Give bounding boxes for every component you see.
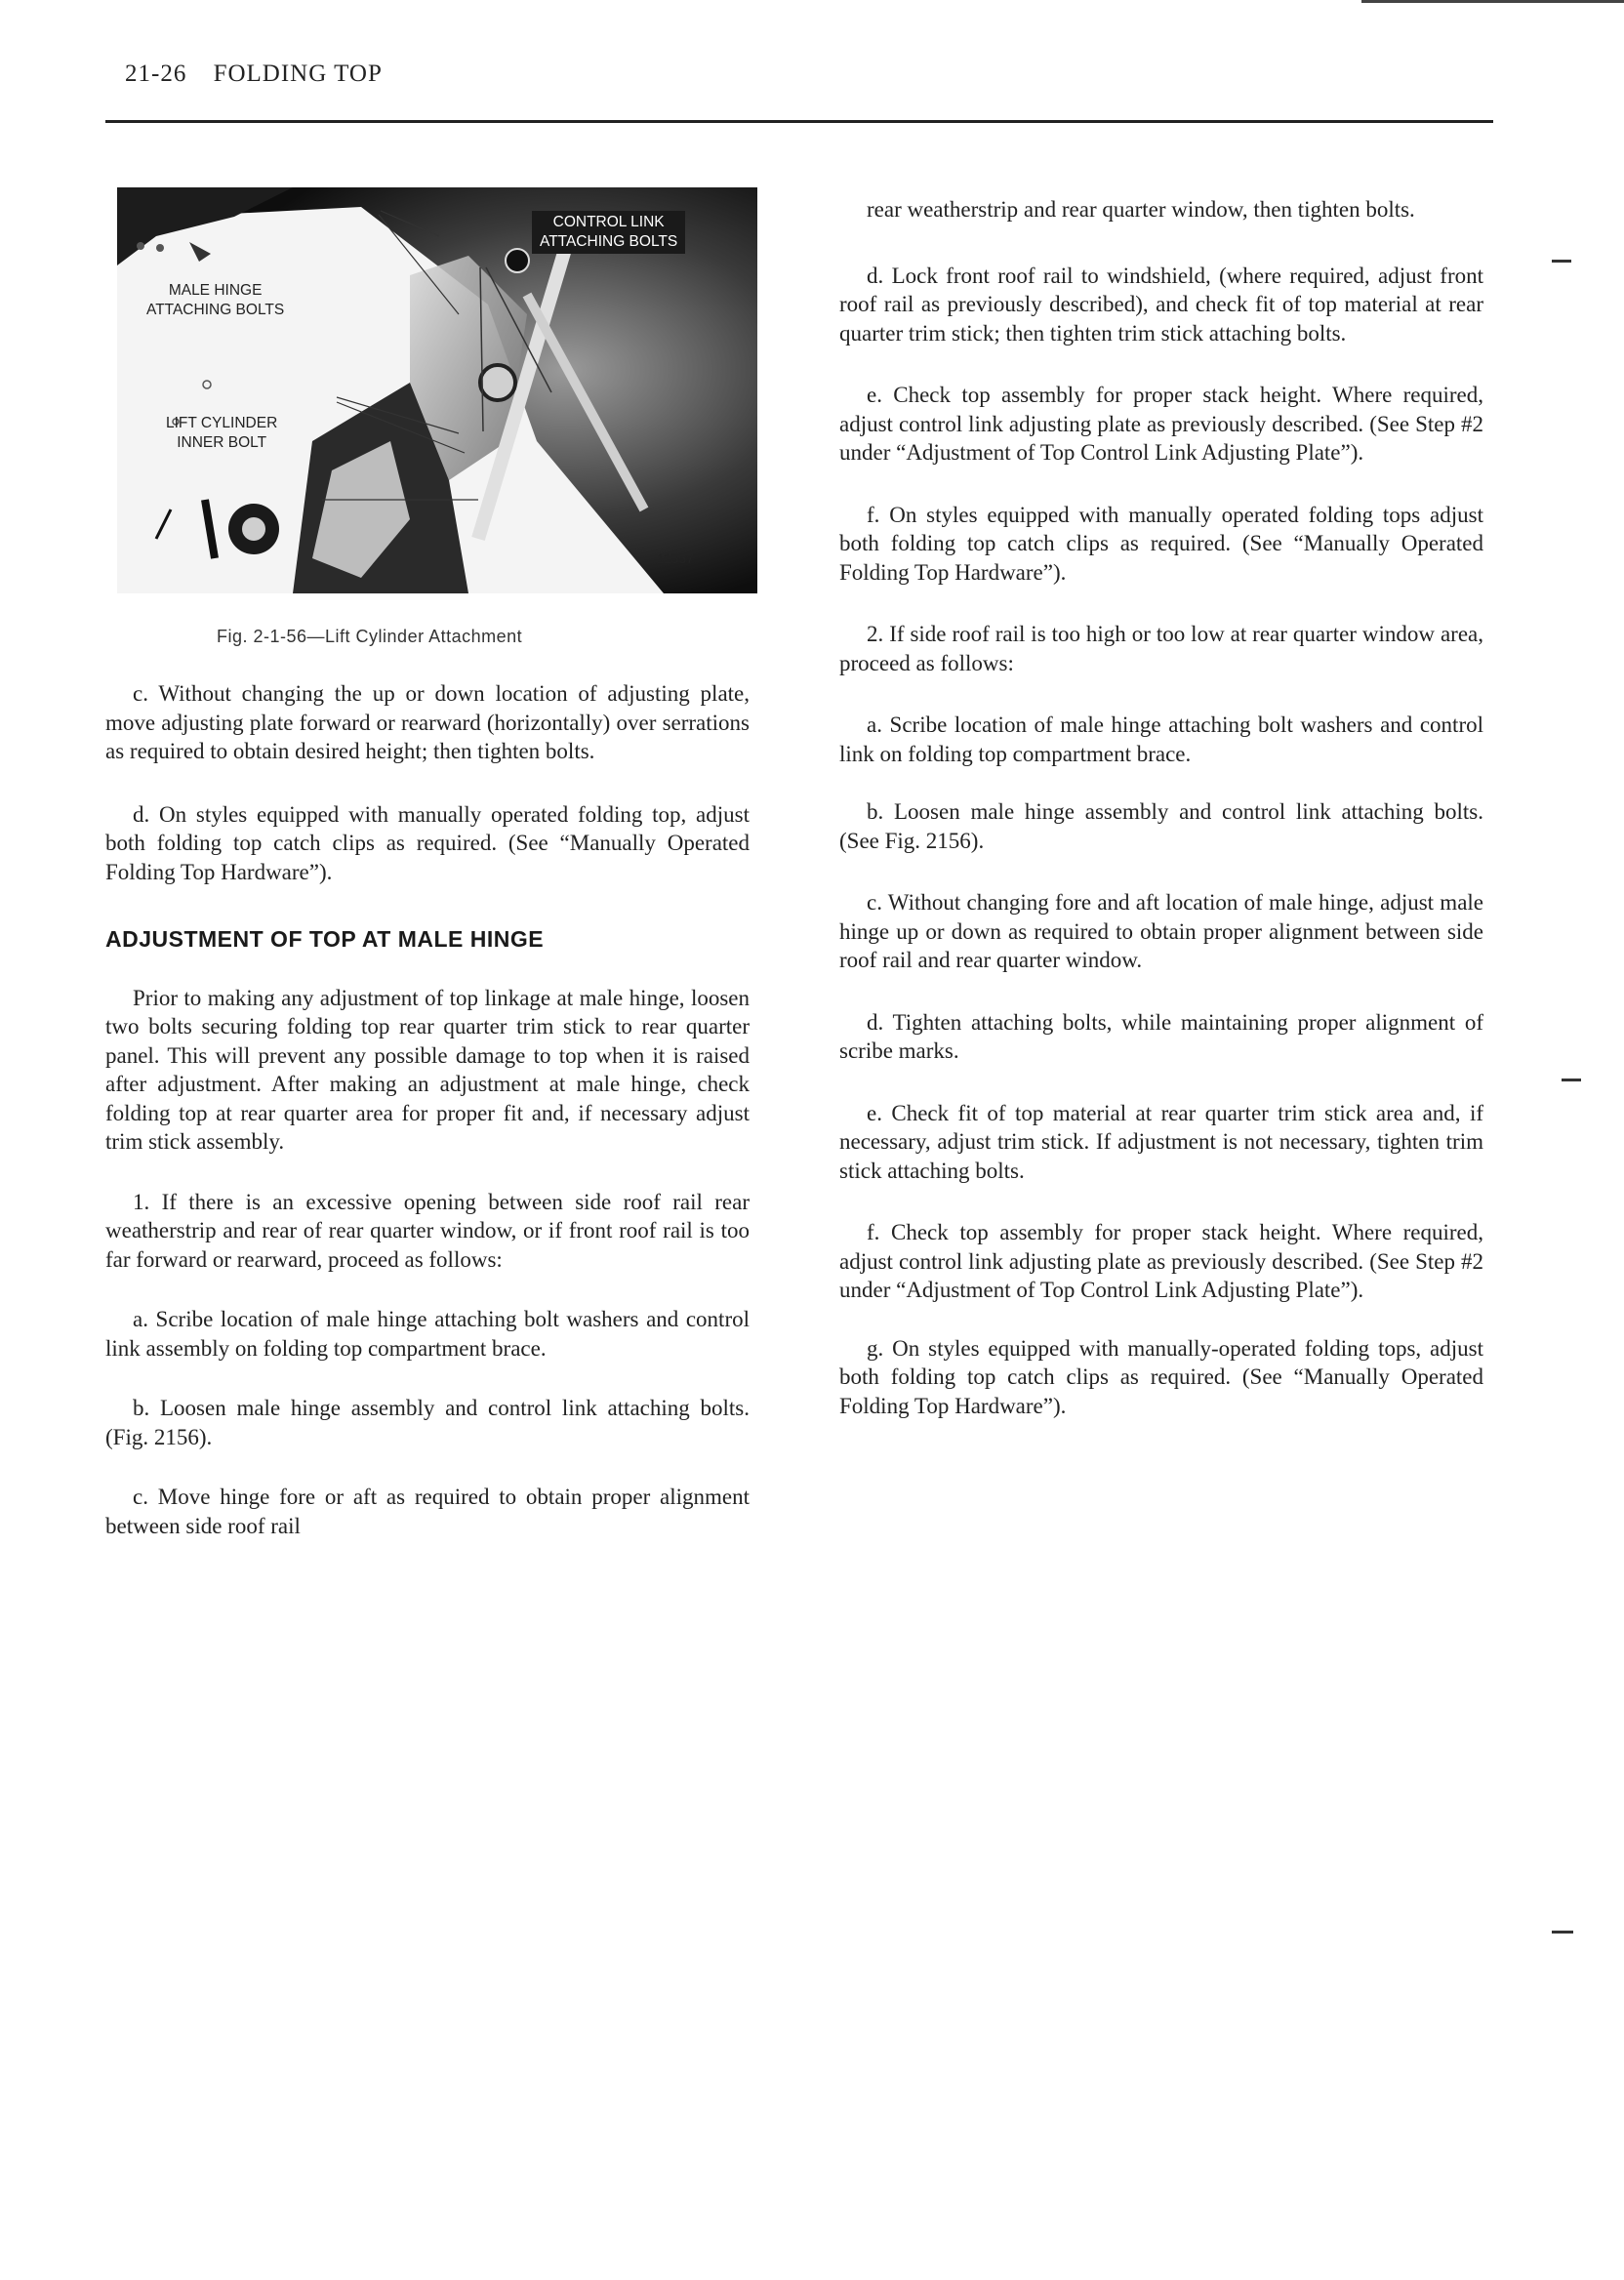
right-paragraph: f. On styles equipped with manually operated folding tops adjust both folding top catch clips as required. (See “Manually Operated Folding Top Hardware”). [839, 502, 1483, 585]
callout-male-hinge [146, 281, 284, 320]
right-paragraph: e. Check fit of top material at rear quarter trim stick area and, if necessary, adjust trim stick. If adjustment is not necessary, tighten trim stick attaching bolts. [839, 1100, 1483, 1183]
left-column [105, 679, 750, 1540]
callout-lift-cylinder [166, 414, 277, 453]
right-paragraph: f. Check top assembly for proper stack height. Where required, adjust control link adjusting plate as previously described. (See Step #2 under “Adjustment of Top Control Link Adjusting Plate”). [839, 1220, 1483, 1302]
left-paragraph: c. Move hinge fore or aft as required to obtain proper alignment between side roof rail [105, 1485, 750, 1538]
callout-lift-cylinder-line2: INNER BOLT [177, 434, 267, 451]
left-paragraph: d. On styles equipped with manually operated folding top, adjust both folding top catch clips as required. (See “Manually Operated Folding Top Hardware”). [105, 801, 750, 884]
photo-number: 11557 [657, 550, 694, 566]
margin-mark [1552, 1931, 1573, 1934]
right-paragraph: d. Tighten attaching bolts, while maintaining proper alignment of scribe marks. [839, 1009, 1483, 1063]
right-paragraph: g. On styles equipped with manually-operated folding tops, adjust both folding top catch clips as required. (See “Manually Operated Folding Top Hardware”). [839, 1335, 1483, 1418]
section-heading: ADJUSTMENT OF TOP AT MALE HINGE [105, 926, 545, 952]
page-header [125, 61, 383, 88]
right-paragraph: c. Without changing fore and aft location of male hinge, adjust male hinge up or down as required to obtain proper alignment between side roof rail and rear quarter window. [839, 890, 1483, 972]
top-edge-rule [1361, 0, 1624, 3]
page-number: 21-26 [125, 61, 187, 87]
callout-control-link [532, 211, 685, 254]
left-paragraph: Prior to making any adjustment of top linkage at male hinge, loosen two bolts securing folding top rear quarter trim stick to rear quarter panel. This will prevent any possible damage to top when it is raised after adjustment. After making an adjustment at male hinge, check folding top at rear quarter area for proper fit and, if necessary adjust trim stick assembly. [105, 985, 750, 1154]
header-rule [105, 120, 1493, 123]
section-title: FOLDING TOP [213, 61, 383, 87]
margin-mark [1562, 1079, 1581, 1081]
right-paragraph: b. Loosen male hinge assembly and control link attaching bolts. (See Fig. 2156). [839, 799, 1483, 853]
left-paragraph: c. Without changing the up or down location of adjusting plate, move adjusting plate forward or rearward (horizontally) over serrations as required to obtain desired height; then tighten bolts. [105, 681, 750, 763]
callout-male-hinge-line2: ATTACHING BOLTS [146, 302, 285, 318]
right-paragraph: 2. If side roof rail is too high or too low at rear quarter window area, proceed as follows: [839, 622, 1483, 675]
right-paragraph: d. Lock front roof rail to windshield, (where required, adjust front roof rail as previously described), and check fit of top material at rear quarter trim stick; then tighten trim stick attaching bolts. [839, 263, 1483, 346]
callout-control-link-line1: CONTROL LINK [552, 214, 665, 230]
left-paragraph: 1. If there is an excessive opening between side roof rail rear weatherstrip and rear of rear quarter window, or if front roof rail is too far forward or rearward, proceed as follows: [105, 1189, 750, 1272]
callout-control-link-line2: ATTACHING BOLTS [540, 233, 678, 250]
figure-caption: Fig. 2-1-56—Lift Cylinder Attachment [217, 627, 523, 646]
margin-mark [1552, 260, 1571, 263]
callout-male-hinge-line1: MALE HINGE [168, 282, 263, 299]
lift-cylinder-photo [117, 187, 757, 593]
right-column [839, 195, 1483, 1420]
left-paragraph: a. Scribe location of male hinge attaching bolt washers and control link assembly on folding top compartment brace. [105, 1307, 750, 1361]
left-paragraph: b. Loosen male hinge assembly and control link attaching bolts. (Fig. 2156). [105, 1396, 750, 1449]
callout-lift-cylinder-line1: LIFT CYLINDER [166, 415, 278, 431]
right-paragraph: e. Check top assembly for proper stack height. Where required, adjust control link adjusting plate as previously described. (See Step #2 under “Adjustment of Top Control Link Adjusting Plate”). [839, 383, 1483, 465]
right-paragraph: rear weatherstrip and rear quarter window, then tighten bolts. [867, 197, 1415, 222]
right-paragraph: a. Scribe location of male hinge attaching bolt washers and control link on folding top compartment brace. [839, 712, 1483, 766]
